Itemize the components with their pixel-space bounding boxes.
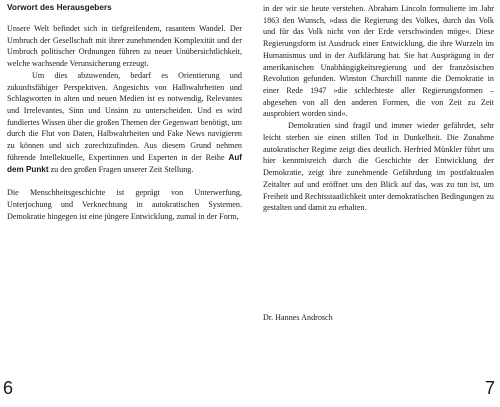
preface-heading: Vorwort des Herausgebers xyxy=(7,3,112,12)
series-title: Auf dem Punkt xyxy=(7,152,242,174)
left-text-column xyxy=(7,23,242,222)
paragraph-3: Die Menschheitsgeschichte ist geprägt von Unterwerfung, Unterjochung und Verknechtung in autokratischen Systemen. Demokratie hingegen ist eine jüngere Entwicklung, zumal in der Form, xyxy=(7,188,242,221)
page-number-left: 6 xyxy=(3,378,14,398)
paragraph-2 xyxy=(7,70,242,175)
paragraph-1: Unsere Welt befindet sich in tiefgreifendem, rasantem Wandel. Der Umbruch der Gesellschaft mit ihrer zunehmenden Komplexität und der Umbruch politischer Ordnungen führen zu neuer Unübersichtlichkeit, welche wachsende Verunsicherung erzeugt. xyxy=(7,24,242,69)
right-text-column xyxy=(263,3,494,214)
paragraph-2-text-b: zu den großen Fragen unserer Zeit Stellung. xyxy=(48,164,194,174)
paragraph-2-text-a: Um dies abzuwenden, bedarf es Orientierung und zukunftsfähiger Perspektiven. Angesichts von Halbwahrheiten und Schlagworten in alten und neuen Medien ist es notwendig, Relevantes und Irrelevantes, Sinn und Unsinn zu unterscheiden. Und es wird fundiertes Wissen über die großen Themen der Gegenwart benötigt, um durch die Flut von Daten, Halbwahrheiten und Fake News navigieren zu können und sich zurechtzufinden. Aus diesem Grund nehmen führende Intellektuelle, Expertinnen und Experten in der Reihe xyxy=(7,70,242,162)
right-page xyxy=(250,0,500,407)
page-number-right: 7 xyxy=(484,378,495,398)
author-signature: Dr. Hannes Androsch xyxy=(263,313,333,322)
paragraph-4: in der wir sie heute verstehen. Abraham Lincoln formulierte im Jahr 1863 den Wunsch, »dass die Regierung des Volkes, durch das Volk und für das Volk nicht von der Erde verschwinden möge«. Diese Regierungsform ist Ausdruck einer Entwicklung, die ihre Wurzeln im Humanismus und in der Aufklärung hat. Sie hat Ausprägung in der amerikanischen Unabhängigkeitsregierung und der französischen Revolution gefunden. Winston Churchill nannte die Demokratie in einer Rede 1947 »die schlechteste aller Regierungsformen – abgesehen von all den anderen Formen, die von Zeit zu Zeit ausprobiert worden sind«. xyxy=(263,4,494,119)
paragraph-5: Demokratien sind fragil und immer wieder gefährdet, sehr leicht sterben sie einen stillen Tod in Dunkelheit. Die Zunahme autokratischer Regime zeigt dies deutlich. Herfried Münkler führt uns hier kenntnisreich durch die Geschichte der Entwicklung der Demokratie, zeigt ihre zunehmende Gefährdung im postfaktualen Zeitalter auf und eröffnet uns den Blick auf das, was zu tun ist, um Freiheit und Rechtsstaatlichkeit unter demokratischen Bedingungen zu gestalten und damit zu erhalten. xyxy=(263,121,494,213)
